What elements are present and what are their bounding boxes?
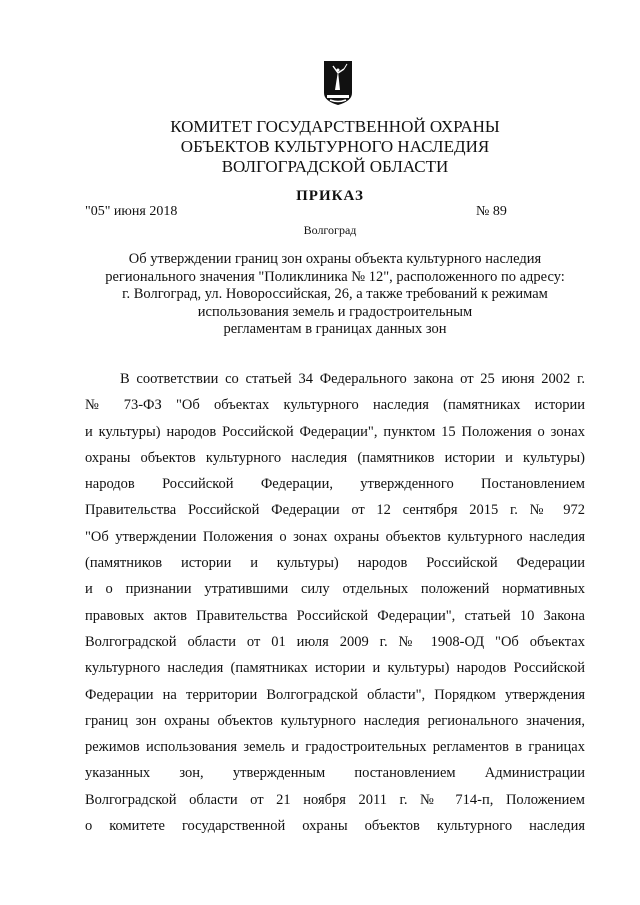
body-line: и культуры) народов Российской Федерации", пунктом 15 Положения о зонах xyxy=(85,423,585,440)
volgograd-coat-of-arms-icon xyxy=(323,60,353,106)
body-line: Волгоградской области от 21 ноября 2011 г. № 714-п, Положением xyxy=(85,791,585,808)
order-body xyxy=(85,366,585,839)
subject-line: использования земель и градостроительным xyxy=(197,303,473,320)
body-line: указанных зон, утвержденным постановлением Администрации xyxy=(85,765,585,782)
order-subject xyxy=(90,251,580,339)
order-city: Волгоград xyxy=(303,223,357,237)
order-date: "05" июня 2018 xyxy=(85,204,178,219)
order-title: ПРИКАЗ xyxy=(296,188,364,204)
subject-line: регламентам в границах данных зон xyxy=(223,321,447,337)
body-line: охраны объектов культурного наследия (памятников истории и культуры) xyxy=(85,449,585,466)
committee-line: ВОЛГОГРАДСКОЙ ОБЛАСТИ xyxy=(221,157,449,176)
committee-line: ОБЪЕКТОВ КУЛЬТУРНОГО НАСЛЕДИЯ xyxy=(180,137,490,156)
body-line: № 73-ФЗ "Об объектах культурного наследия (памятниках истории xyxy=(85,397,585,414)
body-line: "Об утверждении Положения о зонах охраны объектов культурного наследия xyxy=(85,528,585,545)
body-line: Волгоградской области от 01 июля 2009 г. № 1908-ОД "Об объектах xyxy=(85,633,585,650)
order-number: № 89 xyxy=(476,204,507,219)
body-line: о комитете государственной охраны объектов культурного наследия xyxy=(85,818,585,835)
body-line: культурного наследия (памятниках истории и культуры) народов Российской xyxy=(85,660,585,677)
body-line: народов Российской Федерации, утвержденного Постановлением xyxy=(85,476,585,493)
committee-name xyxy=(150,117,520,177)
body-line: границ зон охраны объектов культурного наследия регионального значения, xyxy=(85,712,585,729)
body-line: Федерации на территории Волгоградской области", Порядком утверждения xyxy=(85,686,585,703)
body-line: режимов использования земель и градостроительных регламентов в границах xyxy=(85,739,585,756)
committee-line: КОМИТЕТ ГОСУДАРСТВЕННОЙ ОХРАНЫ xyxy=(170,117,500,136)
body-line: В соответствии со статьей 34 Федерального закона от 25 июня 2002 г. xyxy=(120,371,585,387)
body-line: Правительства Российской Федерации от 12 сентября 2015 г. № 972 xyxy=(85,502,585,519)
subject-line: г. Волгоград, ул. Новороссийская, 26, а также требований к режимам xyxy=(122,286,548,302)
body-line: и о признании утратившими силу отдельных положений нормативных xyxy=(85,581,585,598)
body-line: (памятников истории и культуры) народов Российской Федерации xyxy=(85,555,585,572)
body-line: правовых актов Правительства Российской Федерации", статьей 10 Закона xyxy=(85,607,585,624)
subject-line: Об утверждении границ зон охраны объекта культурного наследия xyxy=(128,251,542,267)
subject-line: регионального значения "Поликлиника № 12", расположенного по адресу: xyxy=(105,268,565,285)
